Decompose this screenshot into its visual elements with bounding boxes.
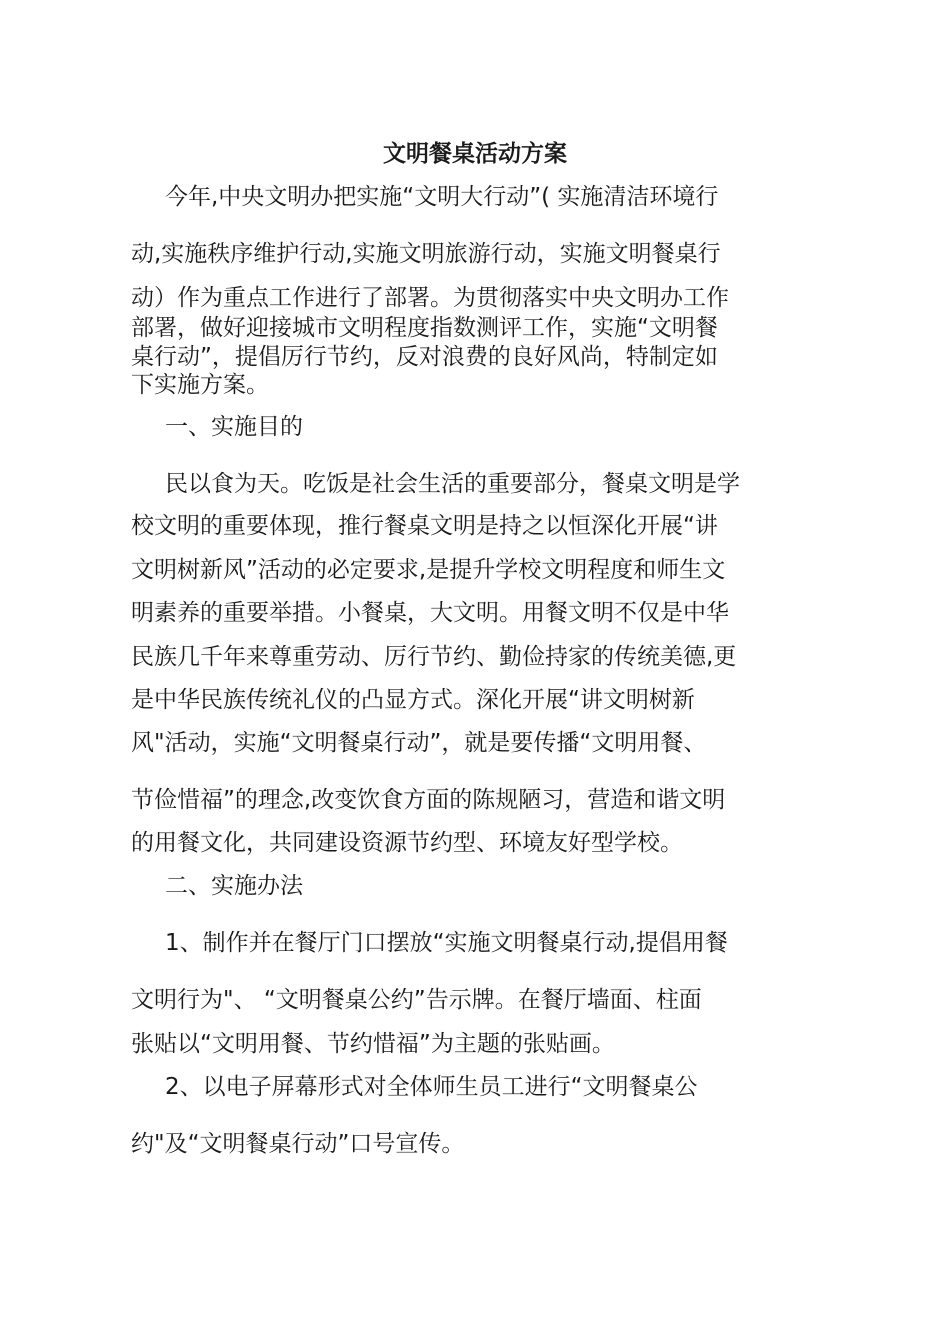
paragraph-line: 文明树新风”活动的必定要求,是提升学校文明程度和师生文 [131, 557, 726, 583]
paragraph-line: 明素养的重要举措。小餐桌，大文明。用餐文明不仅是中华 [131, 600, 729, 626]
paragraph-line: 文明行为"、 “文明餐桌公约”告示牌。在餐厅墙面、柱面 [131, 987, 702, 1013]
paragraph-line: 民族几千年来尊重劳动、厉行节约、勤俭持家的传统美德,更 [131, 644, 737, 670]
paragraph-line: 2、以电子屏幕形式对全体师生员工进行“文明餐桌公 [165, 1074, 698, 1100]
paragraph-line: 的用餐文化，共同建设资源节约型、环境友好型学校。 [131, 830, 683, 856]
paragraph-line: 动,实施秩序维护行动,实施文明旅游行动，实施文明餐桌行 [131, 241, 721, 267]
paragraph-line: 民以食为天。吃饭是社会生活的重要部分，餐桌文明是学 [165, 471, 740, 497]
paragraph-line: 今年,中央文明办把实施“文明大行动”( 实施清洁环境行 [165, 184, 719, 210]
paragraph-line: 约"及“文明餐桌行动”口号宣传。 [131, 1131, 465, 1157]
paragraph-line: 风"活动，实施“文明餐桌行动”，就是要传播“文明用餐、 [131, 730, 707, 756]
section-heading: 一、实施目的 [165, 414, 303, 440]
paragraph-line: 下实施方案。 [131, 372, 269, 398]
paragraph-line: 1、制作并在餐厅门口摆放“实施文明餐桌行动,提倡用餐 [165, 930, 728, 956]
section-heading: 二、实施办法 [165, 873, 303, 899]
paragraph-line: 桌行动”，提倡厉行节约，反对浪费的良好风尚，特制定如 [131, 344, 718, 370]
document-title: 文明餐桌活动方案 [383, 141, 567, 167]
paragraph-line: 张贴以“文明用餐、节约惜福”为主题的张贴画。 [131, 1031, 615, 1057]
paragraph-line: 校文明的重要体现，推行餐桌文明是持之以恒深化开展“讲 [131, 513, 718, 539]
paragraph-line: 动）作为重点工作进行了部署。为贯彻落实中央文明办工作 [131, 285, 729, 311]
paragraph-line: 部署，做好迎接城市文明程度指数测评工作，实施“文明餐 [131, 315, 718, 341]
paragraph-line: 是中华民族传统礼仪的凸显方式。深化开展“讲文明树新 [131, 687, 695, 713]
paragraph-line: 节俭惜福”的理念,改变饮食方面的陈规陋习，营造和谐文明 [131, 787, 726, 813]
